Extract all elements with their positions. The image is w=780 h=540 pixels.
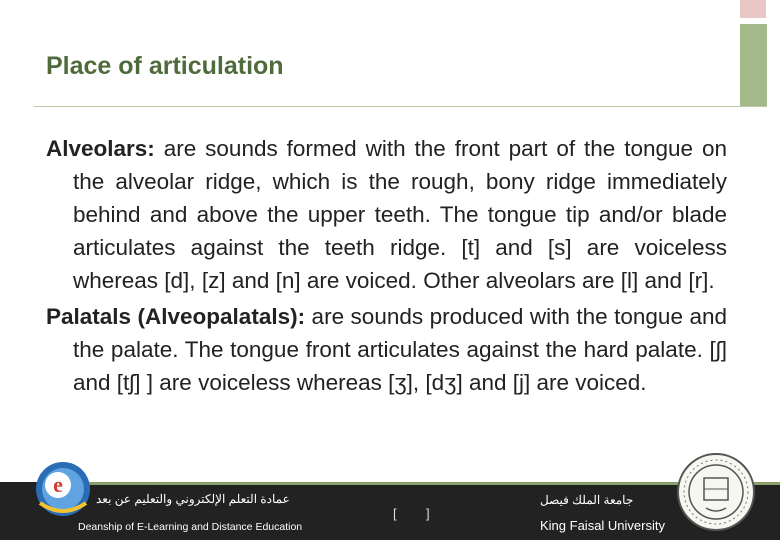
title-divider bbox=[34, 106, 767, 107]
paragraph-alveolars bbox=[46, 132, 727, 297]
paragraph-palatals bbox=[46, 300, 727, 399]
e-learning-logo-icon bbox=[34, 457, 92, 519]
university-arabic-name: جامعة الملك فيصل bbox=[540, 493, 634, 507]
page-bracket-left: [ bbox=[393, 506, 397, 521]
term-palatals: Palatals (Alveopalatals): bbox=[46, 304, 306, 329]
university-english-name: King Faisal University bbox=[540, 518, 665, 533]
accent-block-pink bbox=[740, 0, 766, 18]
university-seal-icon bbox=[676, 452, 756, 532]
deanship-english-name: Deanship of E-Learning and Distance Education bbox=[78, 521, 303, 533]
accent-block-green bbox=[740, 24, 767, 106]
deanship-arabic-name: عمادة التعلم الإلكتروني والتعليم عن بعد bbox=[96, 492, 290, 506]
svg-text:e: e bbox=[53, 472, 63, 497]
slide-body bbox=[46, 132, 727, 402]
footer-accent-band bbox=[60, 482, 780, 485]
term-alveolars: Alveolars: bbox=[46, 136, 155, 161]
text-palatals: are sounds produced with the tongue and the palate. The tongue front articulates against the hard palate. [ʃ] and [tʃ] ] are voiceless whereas [ʒ], [dʒ] and [j] are voiced. bbox=[73, 304, 727, 395]
slide-title: Place of articulation bbox=[46, 52, 284, 80]
page-bracket-right: ] bbox=[426, 506, 430, 521]
text-alveolars: are sounds formed with the front part of the tongue on the alveolar ridge, which is the rough, bony ridge immediately behind and above the upper teeth. The tongue tip and/or blade articulates against the teeth ridge. [t] and [s] are voiceless whereas [d], [z] and [n] are voiced. Other alveolars are [l] and [r]. bbox=[73, 136, 727, 293]
